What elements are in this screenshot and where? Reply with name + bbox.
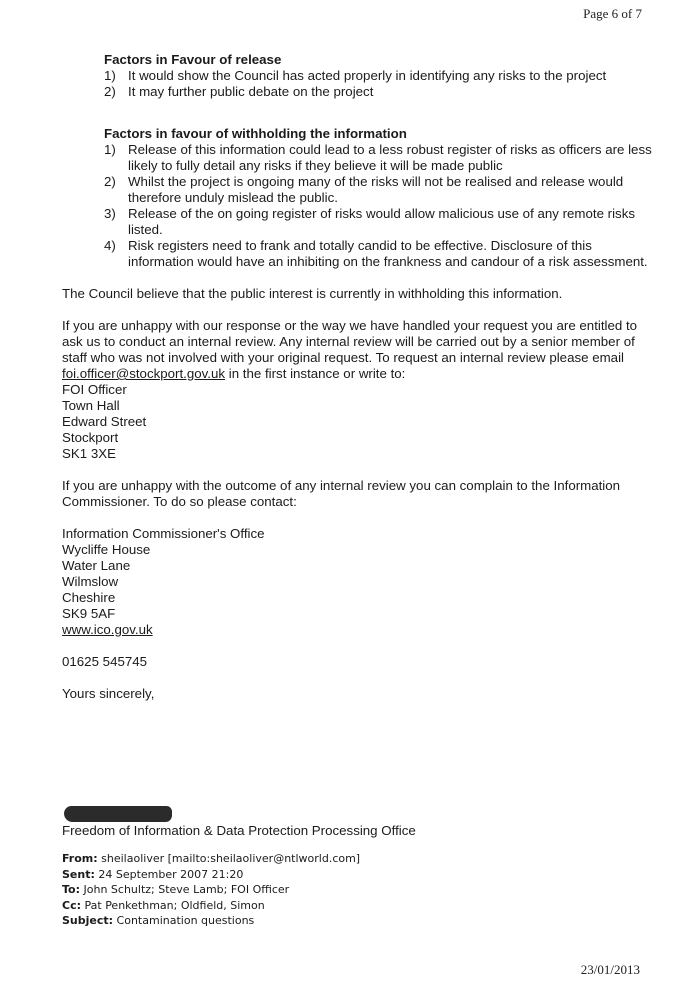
to-value: John Schultz; Steve Lamb; FOI Officer bbox=[83, 883, 290, 896]
list-text: Release of the on going register of risks would allow malicious use of any remote risks listed. bbox=[128, 206, 635, 237]
list-item bbox=[104, 68, 652, 84]
list-text: Release of this information could lead to a less robust register of risks as officers are less likely to fully detail any risks if they believe it will be made public bbox=[128, 142, 652, 173]
subject-value: Contamination questions bbox=[116, 914, 255, 927]
closing: Yours sincerely, bbox=[62, 686, 155, 701]
address-line: Stockport bbox=[62, 430, 119, 445]
address-line: Wycliffe House bbox=[62, 542, 151, 557]
address-line: Information Commissioner's Office bbox=[62, 526, 265, 541]
favour-withholding-section bbox=[104, 126, 652, 270]
cc-label: Cc: bbox=[62, 898, 81, 912]
email-to-row bbox=[62, 882, 542, 898]
favour-release-title: Factors in Favour of release bbox=[104, 52, 282, 67]
list-item bbox=[104, 84, 652, 100]
review-text-before-link: If you are unhappy with our response or the way we have handled your request you are entitled to ask us to conduct an internal review. Any internal review will be carried out by a senior member of staff who was not involved with your original request. To request an internal review please email bbox=[62, 318, 638, 365]
sent-label: Sent: bbox=[62, 867, 95, 881]
subject-label: Subject: bbox=[62, 914, 114, 927]
favour-release-section bbox=[104, 52, 652, 100]
list-number: 1) bbox=[104, 68, 116, 83]
review-text-after-link: in the first instance or write to: bbox=[225, 366, 406, 381]
list-number: 2) bbox=[104, 174, 116, 189]
address-line: Edward Street bbox=[62, 414, 147, 429]
favour-release-list bbox=[104, 68, 652, 100]
list-text: It may further public debate on the project bbox=[128, 84, 374, 99]
list-text: It would show the Council has acted properly in identifying any risks to the project bbox=[128, 68, 607, 83]
email-subject-row bbox=[62, 913, 542, 929]
email-cc-row bbox=[62, 898, 542, 914]
redacted-signature bbox=[64, 806, 172, 822]
list-number: 4) bbox=[104, 238, 116, 253]
to-label: To: bbox=[62, 883, 80, 896]
list-text: Whilst the project is ongoing many of the risks will not be realised and release would therefore unduly mislead the public. bbox=[128, 174, 624, 205]
address-line: Town Hall bbox=[62, 398, 120, 413]
list-item bbox=[104, 142, 652, 174]
address-line: Wilmslow bbox=[62, 574, 119, 589]
address-line: SK9 5AF bbox=[62, 606, 116, 621]
address-line: SK1 3XE bbox=[62, 446, 116, 461]
address-line: FOI Officer bbox=[62, 382, 127, 397]
print-date: 23/01/2013 bbox=[580, 962, 640, 977]
signature-block bbox=[62, 806, 462, 840]
list-number: 1) bbox=[104, 142, 116, 157]
internal-review-paragraph bbox=[62, 318, 652, 382]
email-header bbox=[62, 851, 542, 929]
list-item bbox=[104, 174, 652, 206]
favour-withholding-title: Factors in favour of withholding the information bbox=[104, 126, 407, 141]
letter-body bbox=[62, 52, 652, 702]
email-from-row bbox=[62, 851, 542, 867]
cc-value: Pat Penkethman; Oldfield, Simon bbox=[84, 898, 265, 912]
ico-address bbox=[62, 526, 652, 638]
address-line: Cheshire bbox=[62, 590, 116, 605]
sent-value: 24 September 2007 21:20 bbox=[98, 867, 244, 881]
office-name: Freedom of Information & Data Protection Processing Office bbox=[62, 823, 416, 838]
list-text: Risk registers need to frank and totally candid to be effective. Disclosure of this information would have an inhibiting on the frankness and candour of a risk assessment. bbox=[128, 238, 648, 269]
from-value: sheilaoliver [mailto:sheilaoliver@ntlworld.com] bbox=[101, 852, 361, 865]
foi-email-link[interactable]: foi.officer@stockport.gov.uk bbox=[62, 366, 226, 381]
ico-phone: 01625 545745 bbox=[62, 654, 148, 669]
list-number: 3) bbox=[104, 206, 116, 221]
commissioner-paragraph: If you are unhappy with the outcome of any internal review you can complain to the Information Commissioner. To do so please contact: bbox=[62, 478, 621, 509]
email-sent-row bbox=[62, 867, 542, 883]
ico-website-link[interactable]: www.ico.gov.uk bbox=[62, 622, 153, 637]
list-number: 2) bbox=[104, 84, 116, 99]
public-interest-paragraph: The Council believe that the public interest is currently in withholding this information. bbox=[62, 286, 563, 301]
list-item bbox=[104, 206, 652, 238]
address-line: Water Lane bbox=[62, 558, 131, 573]
foi-address bbox=[62, 382, 652, 462]
list-item bbox=[104, 238, 652, 270]
favour-withholding-list bbox=[104, 142, 652, 270]
from-label: From: bbox=[62, 852, 98, 865]
page-number: Page 6 of 7 bbox=[583, 6, 642, 21]
